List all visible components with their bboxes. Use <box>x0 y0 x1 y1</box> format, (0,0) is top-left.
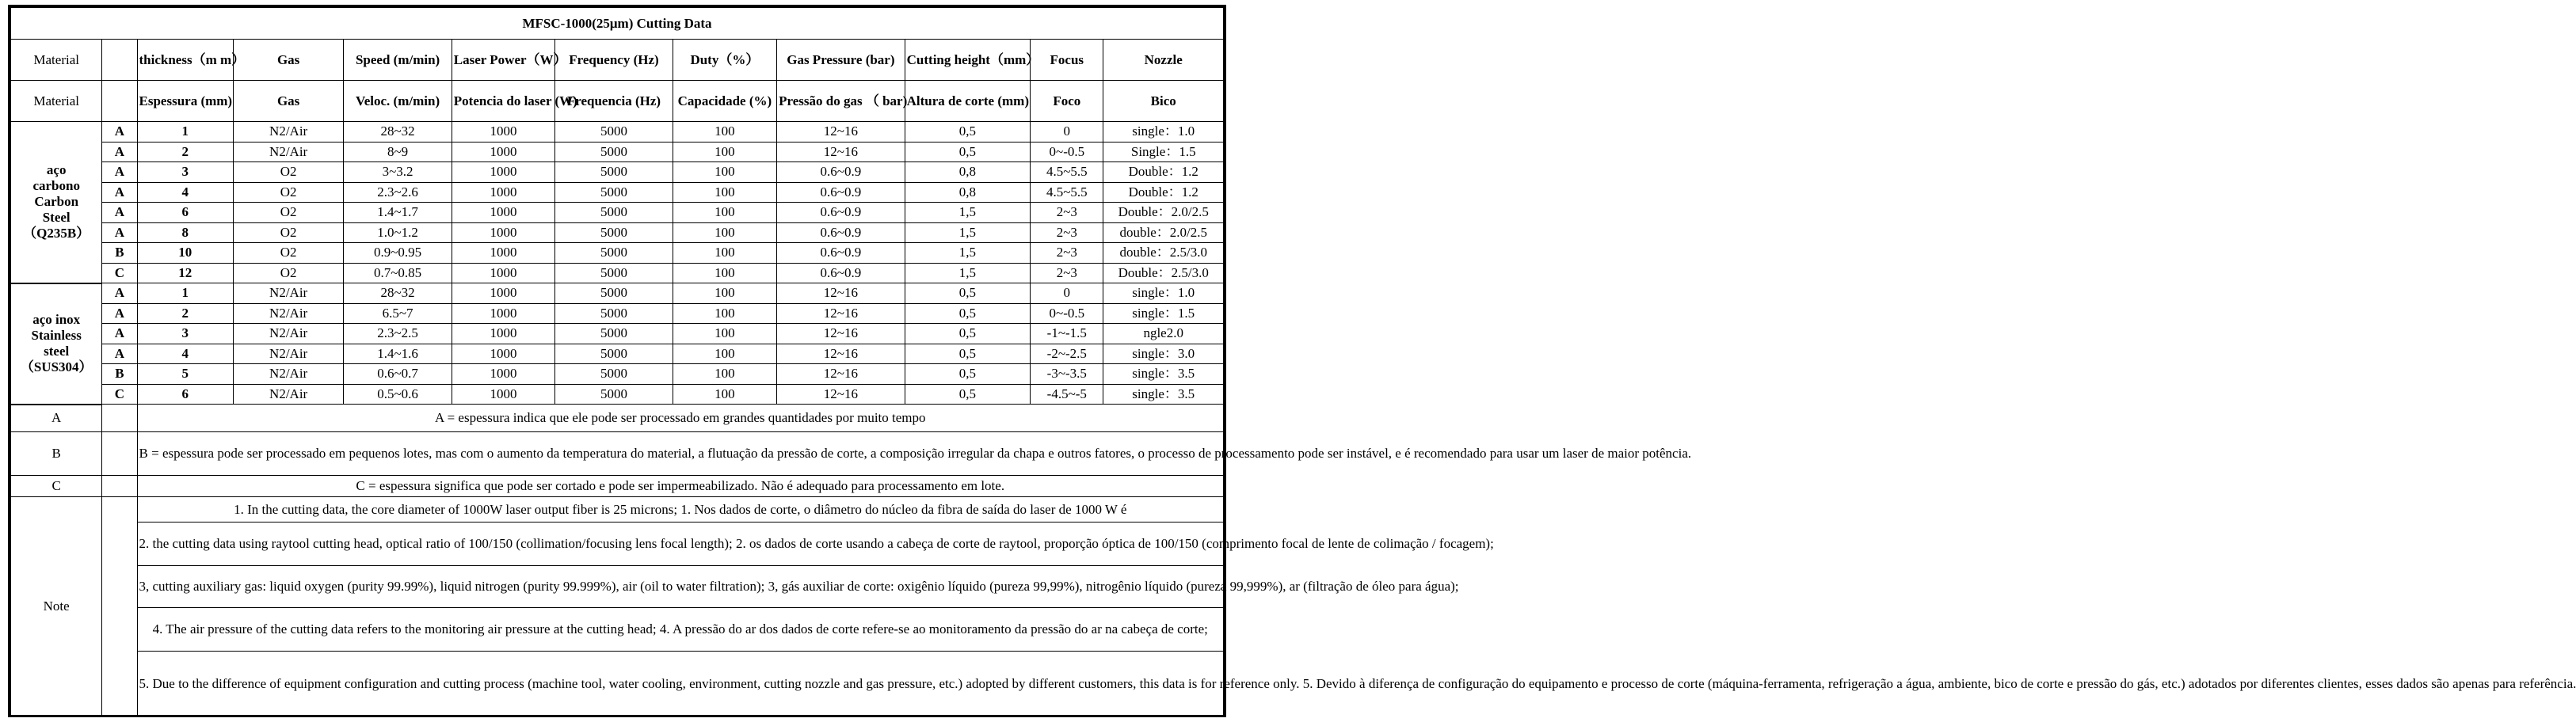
material-label-line: Stainless <box>31 328 82 343</box>
cell-cutting-height: 1,5 <box>905 222 1031 243</box>
cell-focus: -1~-1.5 <box>1031 324 1103 344</box>
material-label-line: aço <box>46 162 67 178</box>
cell-nozzle: Single：1.5 <box>1103 142 1224 162</box>
table-row <box>11 222 1224 243</box>
note-text: 5. Due to the difference of equipment configuration and cutting process (machine tool, water cooling, environment, cutting nozzle and gas pressure, etc.) adopted by different customers, this data is for reference only. 5. Devido à diferença de configuração do equipamento e processo de corte (máquina-ferramenta, refrigeração a água, ambiente, bico de corte e pressão do gás, etc.) adotados por diferentes clientes, esses dados são apenas para referência. <box>137 652 1223 716</box>
cell-thickness: 1 <box>137 122 233 142</box>
cell-frequency: 5000 <box>555 283 673 304</box>
cell-gas: O2 <box>233 243 343 264</box>
cell-speed: 28~32 <box>344 283 452 304</box>
cell-frequency: 5000 <box>555 384 673 405</box>
cell-gas: N2/Air <box>233 122 343 142</box>
table-row <box>11 324 1224 344</box>
cell-gas: N2/Air <box>233 324 343 344</box>
cell-speed: 1.4~1.6 <box>344 344 452 364</box>
cell-grade: A <box>102 142 137 162</box>
note-text: 1. In the cutting data, the core diameter of 1000W laser output fiber is 25 microns; 1. Nos dados de corte, o diâmetro do núcleo da fibra de saída do laser de 1000 W é <box>137 497 1223 522</box>
cell-laser-power: 1000 <box>452 344 554 364</box>
header-laser-power: Potencia do laser (W) <box>452 81 554 122</box>
cell-duty: 100 <box>673 203 776 223</box>
cell-frequency: 5000 <box>555 364 673 385</box>
cell-grade: C <box>102 263 137 283</box>
cell-duty: 100 <box>673 263 776 283</box>
cell-nozzle: Double：2.0/2.5 <box>1103 203 1224 223</box>
cell-nozzle: single：1.5 <box>1103 303 1224 324</box>
cell-laser-power: 1000 <box>452 122 554 142</box>
cell-focus: 2~3 <box>1031 263 1103 283</box>
cell-gas-pressure: 0.6~0.9 <box>777 243 905 264</box>
cell-laser-power: 1000 <box>452 243 554 264</box>
material-label-line: Carbon <box>34 194 79 210</box>
cell-gas: N2/Air <box>233 283 343 304</box>
cell-frequency: 5000 <box>555 162 673 183</box>
table-row <box>11 263 1224 283</box>
cell-gas: N2/Air <box>233 384 343 405</box>
cell-focus: 0~-0.5 <box>1031 303 1103 324</box>
cell-speed: 0.7~0.85 <box>344 263 452 283</box>
cell-nozzle: Double：2.5/3.0 <box>1103 263 1224 283</box>
cell-gas-pressure: 12~16 <box>777 122 905 142</box>
cell-speed: 1.4~1.7 <box>344 203 452 223</box>
cell-gas: O2 <box>233 263 343 283</box>
cell-duty: 100 <box>673 162 776 183</box>
cell-gas-pressure: 12~16 <box>777 283 905 304</box>
cell-grade: A <box>102 222 137 243</box>
cell-laser-power: 1000 <box>452 263 554 283</box>
cell-thickness: 6 <box>137 203 233 223</box>
cell-cutting-height: 0,8 <box>905 182 1031 203</box>
cell-cutting-height: 0,5 <box>905 283 1031 304</box>
cell-speed: 1.0~1.2 <box>344 222 452 243</box>
legend-text: A = espessura indica que ele pode ser processado em grandes quantidades por muito tempo <box>137 405 1223 432</box>
cell-laser-power: 1000 <box>452 303 554 324</box>
cell-nozzle: single：3.5 <box>1103 364 1224 385</box>
cell-frequency: 5000 <box>555 203 673 223</box>
material-label-line: steel <box>44 344 70 359</box>
cell-gas-pressure: 12~16 <box>777 142 905 162</box>
cell-focus: 2~3 <box>1031 222 1103 243</box>
cell-speed: 28~32 <box>344 122 452 142</box>
header-focus: Foco <box>1031 81 1103 122</box>
cell-duty: 100 <box>673 324 776 344</box>
header-speed: Speed (m/min) <box>344 40 452 81</box>
cell-duty: 100 <box>673 384 776 405</box>
material-label-line: Steel <box>42 210 70 226</box>
cell-gas: N2/Air <box>233 364 343 385</box>
material-label-line: （Q235B） <box>23 226 90 241</box>
table-row <box>11 283 1224 304</box>
header-thickness: Espessura (mm) <box>137 81 233 122</box>
cell-nozzle: ngle2.0 <box>1103 324 1224 344</box>
cell-thickness: 4 <box>137 344 233 364</box>
cell-speed: 0.5~0.6 <box>344 384 452 405</box>
cell-speed: 0.9~0.95 <box>344 243 452 264</box>
cell-focus: 4.5~5.5 <box>1031 162 1103 183</box>
legend-key: B <box>11 432 102 476</box>
header-laser-power: Laser Power（W） <box>452 40 554 81</box>
cell-gas: N2/Air <box>233 303 343 324</box>
cell-nozzle: Double：1.2 <box>1103 182 1224 203</box>
material-group-label <box>11 283 102 405</box>
material-group-label <box>11 122 102 283</box>
table-row <box>11 122 1224 142</box>
cell-thickness: 1 <box>137 283 233 304</box>
cell-duty: 100 <box>673 303 776 324</box>
cell-frequency: 5000 <box>555 303 673 324</box>
legend-key: A <box>11 405 102 432</box>
cell-grade: A <box>102 283 137 304</box>
page-title: MFSC-1000(25μm) Cutting Data <box>11 8 1224 40</box>
cell-cutting-height: 0,5 <box>905 324 1031 344</box>
cell-thickness: 3 <box>137 324 233 344</box>
cell-duty: 100 <box>673 243 776 264</box>
cell-focus: 0 <box>1031 283 1103 304</box>
cell-cutting-height: 1,5 <box>905 203 1031 223</box>
cell-nozzle: single：3.0 <box>1103 344 1224 364</box>
cell-gas: O2 <box>233 203 343 223</box>
cell-grade: B <box>102 243 137 264</box>
cell-laser-power: 1000 <box>452 222 554 243</box>
cell-nozzle: single：3.5 <box>1103 384 1224 405</box>
cell-frequency: 5000 <box>555 182 673 203</box>
legend-spacer <box>102 405 137 432</box>
note-text: 4. The air pressure of the cutting data refers to the monitoring air pressure at the cutting head; 4. A pressão do ar dos dados de corte refere-se ao monitoramento da pressão do ar na cabeça de corte; <box>137 608 1223 652</box>
table-row <box>11 364 1224 385</box>
cell-cutting-height: 1,5 <box>905 263 1031 283</box>
header-frequency: Frequency (Hz) <box>555 40 673 81</box>
cell-cutting-height: 0,5 <box>905 364 1031 385</box>
cell-thickness: 8 <box>137 222 233 243</box>
cell-nozzle: double：2.0/2.5 <box>1103 222 1224 243</box>
cell-laser-power: 1000 <box>452 182 554 203</box>
cell-gas: O2 <box>233 182 343 203</box>
cell-laser-power: 1000 <box>452 324 554 344</box>
cell-thickness: 10 <box>137 243 233 264</box>
cell-duty: 100 <box>673 222 776 243</box>
cell-thickness: 2 <box>137 142 233 162</box>
cell-thickness: 2 <box>137 303 233 324</box>
header-cutting-height: Cutting height（mm） <box>905 40 1031 81</box>
cell-grade: C <box>102 384 137 405</box>
cell-frequency: 5000 <box>555 324 673 344</box>
cell-thickness: 5 <box>137 364 233 385</box>
header-gas-pressure: Gas Pressure (bar) <box>777 40 905 81</box>
header-gas-pressure: Pressão do gas （ bar) <box>777 81 905 122</box>
table-row <box>11 162 1224 183</box>
cell-focus: 0 <box>1031 122 1103 142</box>
cell-gas: N2/Air <box>233 344 343 364</box>
cell-frequency: 5000 <box>555 263 673 283</box>
header-nozzle: Bico <box>1103 81 1224 122</box>
note-text: 3, cutting auxiliary gas: liquid oxygen (purity 99.99%), liquid nitrogen (purity 99.999%), air (oil to water filtration); 3, gás auxiliar de corte: oxigênio líquido (pureza 99,99%), nitrogênio líquido (pureza 99,999%), ar (filtração de óleo para água); <box>137 566 1223 608</box>
cell-cutting-height: 0,5 <box>905 142 1031 162</box>
header-gas: Gas <box>233 40 343 81</box>
cell-frequency: 5000 <box>555 344 673 364</box>
cell-grade: A <box>102 344 137 364</box>
header-cutting-height: Altura de corte (mm) <box>905 81 1031 122</box>
cell-gas-pressure: 12~16 <box>777 364 905 385</box>
legend-key: C <box>11 476 102 497</box>
cell-focus: 2~3 <box>1031 203 1103 223</box>
legend-text: B = espessura pode ser processado em pequenos lotes, mas com o aumento da temperatura do material, a flutuação da pressão de corte, a composição irregular da chapa e outros fatores, o processo de processamento pode ser instável, e é recomendado para usar um laser de maior potência. <box>137 432 1223 476</box>
cell-cutting-height: 0,5 <box>905 384 1031 405</box>
table-row <box>11 182 1224 203</box>
legend-spacer <box>102 432 137 476</box>
cell-focus: -2~-2.5 <box>1031 344 1103 364</box>
header-thickness: thickness（m m） <box>137 40 233 81</box>
cell-duty: 100 <box>673 283 776 304</box>
cell-laser-power: 1000 <box>452 283 554 304</box>
cell-thickness: 6 <box>137 384 233 405</box>
cell-gas-pressure: 0.6~0.9 <box>777 263 905 283</box>
cutting-data-table <box>10 7 2576 716</box>
cell-nozzle: single：1.0 <box>1103 283 1224 304</box>
cell-speed: 2.3~2.5 <box>344 324 452 344</box>
header-speed: Veloc. (m/min) <box>344 81 452 122</box>
material-label-line: carbono <box>32 178 80 194</box>
cell-frequency: 5000 <box>555 243 673 264</box>
cell-laser-power: 1000 <box>452 162 554 183</box>
cell-grade: A <box>102 162 137 183</box>
cell-laser-power: 1000 <box>452 384 554 405</box>
cell-focus: -3~-3.5 <box>1031 364 1103 385</box>
header-duty: Duty（%） <box>673 40 776 81</box>
cell-duty: 100 <box>673 344 776 364</box>
table-row <box>11 142 1224 162</box>
cell-thickness: 4 <box>137 182 233 203</box>
cutting-data-sheet <box>8 5 2576 717</box>
cell-cutting-height: 0,8 <box>905 162 1031 183</box>
cell-duty: 100 <box>673 142 776 162</box>
header-material: Material <box>11 40 102 81</box>
cell-grade: A <box>102 203 137 223</box>
material-label-line: （SUS304） <box>20 359 93 374</box>
cell-gas-pressure: 12~16 <box>777 324 905 344</box>
cell-frequency: 5000 <box>555 142 673 162</box>
cell-cutting-height: 0,5 <box>905 344 1031 364</box>
cell-frequency: 5000 <box>555 222 673 243</box>
cell-laser-power: 1000 <box>452 364 554 385</box>
cell-laser-power: 1000 <box>452 203 554 223</box>
cell-gas-pressure: 12~16 <box>777 344 905 364</box>
cell-grade: A <box>102 182 137 203</box>
material-label-line: aço inox <box>32 312 81 327</box>
table-row <box>11 203 1224 223</box>
legend-spacer <box>102 476 137 497</box>
cell-focus: 4.5~5.5 <box>1031 182 1103 203</box>
table-row <box>11 344 1224 364</box>
note-label: Note <box>11 497 102 716</box>
header-duty: Capacidade (%) <box>673 81 776 122</box>
cell-gas: O2 <box>233 162 343 183</box>
cell-cutting-height: 1,5 <box>905 243 1031 264</box>
cell-speed: 0.6~0.7 <box>344 364 452 385</box>
cell-duty: 100 <box>673 364 776 385</box>
cell-grade: B <box>102 364 137 385</box>
table-row <box>11 303 1224 324</box>
legend-text: C = espessura significa que pode ser cortado e pode ser impermeabilizado. Não é adequado para processamento em lote. <box>137 476 1223 497</box>
header-grade <box>102 40 137 81</box>
cell-duty: 100 <box>673 122 776 142</box>
cell-gas-pressure: 12~16 <box>777 384 905 405</box>
cell-laser-power: 1000 <box>452 142 554 162</box>
cell-nozzle: double：2.5/3.0 <box>1103 243 1224 264</box>
cell-gas-pressure: 12~16 <box>777 303 905 324</box>
header-gas: Gas <box>233 81 343 122</box>
cell-gas-pressure: 0.6~0.9 <box>777 162 905 183</box>
table-row <box>11 243 1224 264</box>
cell-speed: 3~3.2 <box>344 162 452 183</box>
table-row <box>11 384 1224 405</box>
cell-thickness: 3 <box>137 162 233 183</box>
header-focus: Focus <box>1031 40 1103 81</box>
header-material: Material <box>11 81 102 122</box>
cell-speed: 8~9 <box>344 142 452 162</box>
cell-duty: 100 <box>673 182 776 203</box>
header-grade <box>102 81 137 122</box>
cell-grade: A <box>102 324 137 344</box>
cell-focus: 0~-0.5 <box>1031 142 1103 162</box>
cell-nozzle: Double：1.2 <box>1103 162 1224 183</box>
cell-speed: 2.3~2.6 <box>344 182 452 203</box>
cell-cutting-height: 0,5 <box>905 122 1031 142</box>
cell-frequency: 5000 <box>555 122 673 142</box>
cell-cutting-height: 0,5 <box>905 303 1031 324</box>
note-text: 2. the cutting data using raytool cutting head, optical ratio of 100/150 (collimation/focusing lens focal length); 2. os dados de corte usando a cabeça de corte de raytool, proporção óptica de 100/150 (comprimento focal de lente de colimação / focagem); <box>137 522 1223 566</box>
cell-nozzle: single：1.0 <box>1103 122 1224 142</box>
cell-grade: A <box>102 122 137 142</box>
cell-thickness: 12 <box>137 263 233 283</box>
cell-grade: A <box>102 303 137 324</box>
note-spacer <box>102 497 137 716</box>
cell-gas-pressure: 0.6~0.9 <box>777 203 905 223</box>
cell-gas-pressure: 0.6~0.9 <box>777 182 905 203</box>
cell-focus: 2~3 <box>1031 243 1103 264</box>
cell-gas-pressure: 0.6~0.9 <box>777 222 905 243</box>
header-frequency: Frequencia (Hz) <box>555 81 673 122</box>
cell-speed: 6.5~7 <box>344 303 452 324</box>
cell-gas: O2 <box>233 222 343 243</box>
cell-focus: -4.5~-5 <box>1031 384 1103 405</box>
cell-gas: N2/Air <box>233 142 343 162</box>
header-nozzle: Nozzle <box>1103 40 1224 81</box>
